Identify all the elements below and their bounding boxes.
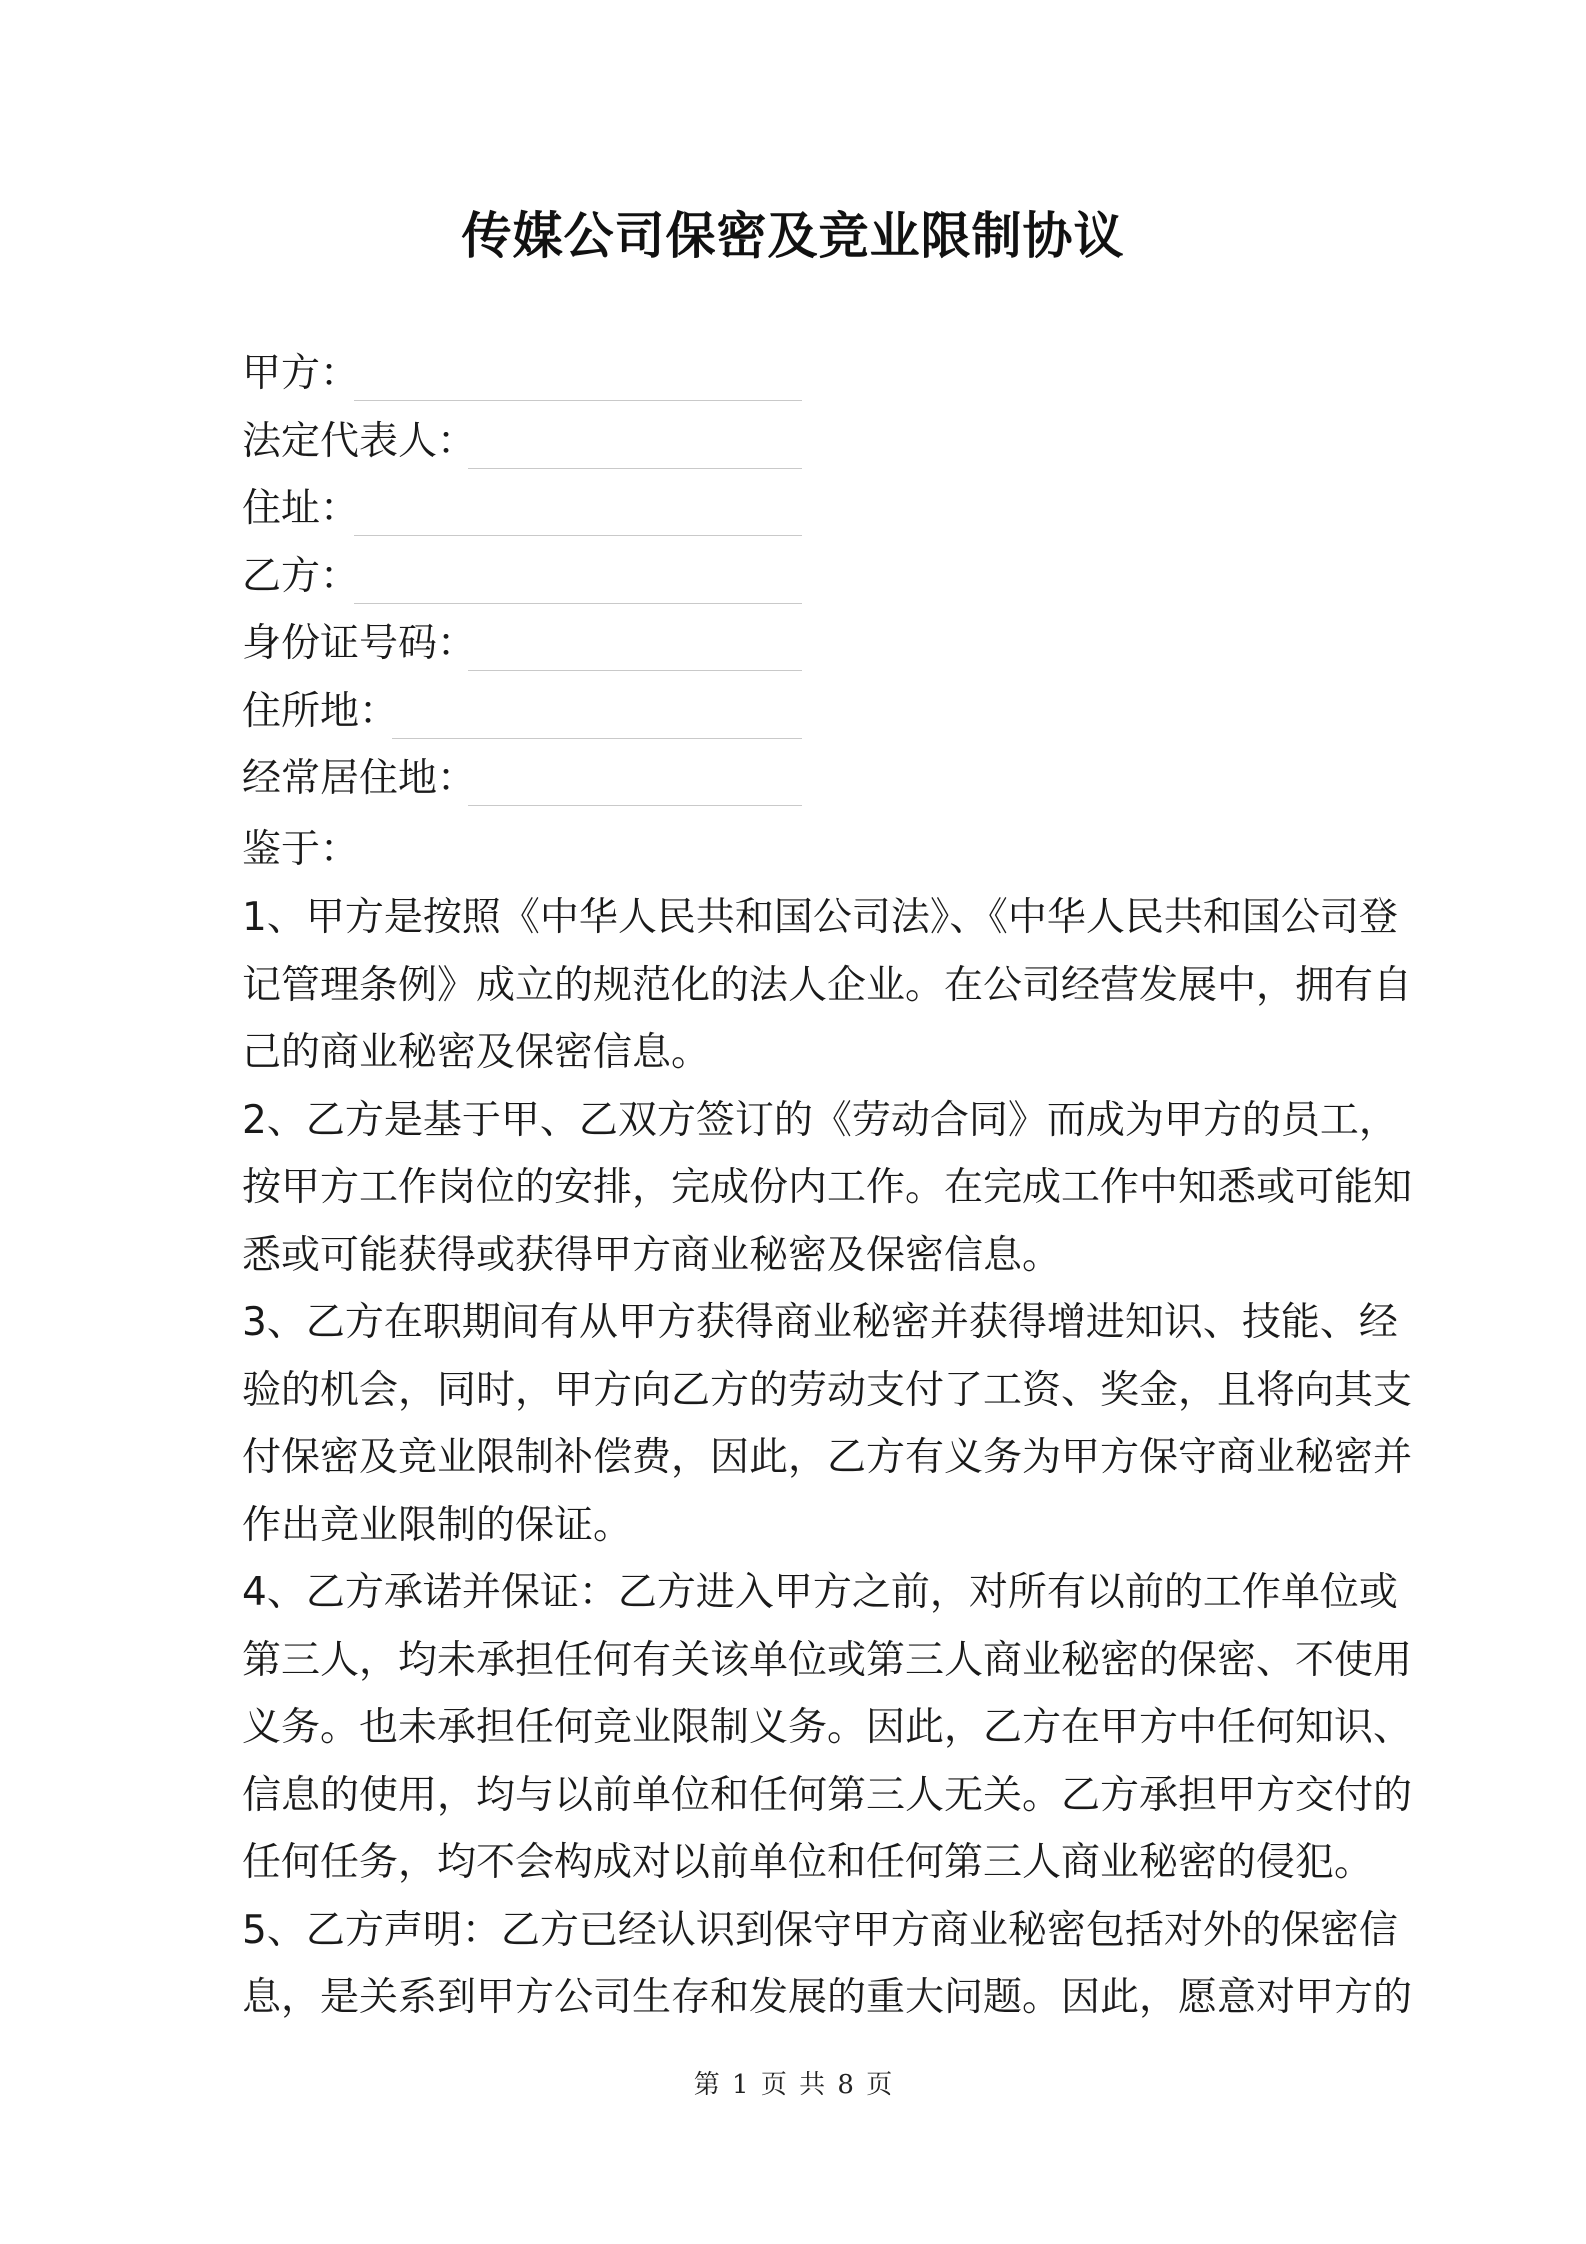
blank-line-party-a[interactable] — [354, 400, 802, 401]
clause-2 — [242, 1087, 1413, 1290]
blank-line-domicile[interactable] — [392, 738, 802, 739]
field-label: 住址： — [242, 486, 360, 531]
clause-line: 记管理条例》成立的规范化的法人企业。在公司经营发展中，拥有自 — [242, 962, 1413, 1008]
clause-line: 3、乙方在职期间有从甲方获得商业秘密并获得增进知识、技能、经 — [242, 1300, 1398, 1345]
whereas-clauses — [242, 884, 1413, 2032]
clause-line: 悉或可能获得或获得甲方商业秘密及保密信息。 — [242, 1232, 1062, 1278]
clause-line: 1、甲方是按照《中华人民共和国公司法》、《中华人民共和国公司登 — [242, 895, 1398, 940]
clause-line: 作出竞业限制的保证。 — [242, 1502, 633, 1548]
blank-line-habitual-residence[interactable] — [468, 805, 802, 806]
field-label: 法定代表人： — [242, 418, 477, 464]
party-info-fields — [242, 340, 1362, 813]
field-label: 甲方： — [242, 351, 360, 396]
whereas-heading: 鉴于： — [242, 827, 360, 872]
clause-line: 5、乙方声明：乙方已经认识到保守甲方商业秘密包括对外的保密信 — [242, 1907, 1398, 1953]
clause-5 — [242, 1897, 1413, 2032]
field-label: 经常居住地： — [242, 756, 477, 801]
field-label: 身份证号码： — [242, 621, 477, 666]
field-habitual-residence — [242, 745, 1362, 813]
page-number-footer: 第 1 页 共 8 页 — [693, 2070, 893, 2100]
clause-line: 验的机会，同时，甲方向乙方的劳动支付了工资、奖金，且将向其支 — [242, 1367, 1413, 1413]
blank-line-party-b[interactable] — [354, 603, 802, 604]
document-title: 传媒公司保密及竞业限制协议 — [461, 207, 1125, 265]
clause-3 — [242, 1289, 1413, 1559]
clause-line: 4、乙方承诺并保证：乙方进入甲方之前，对所有以前的工作单位或 — [242, 1570, 1398, 1615]
field-domicile — [242, 678, 1362, 746]
clause-line: 信息的使用，均与以前单位和任何第三人无关。乙方承担甲方交付的 — [242, 1772, 1413, 1818]
clause-line: 第三人，均未承担任何有关该单位或第三人商业秘密的保密、不使用 — [242, 1637, 1413, 1683]
clause-line: 按甲方工作岗位的安排，完成份内工作。在完成工作中知悉或可能知 — [242, 1165, 1413, 1210]
field-address — [242, 475, 1362, 543]
blank-line-legal-representative[interactable] — [468, 468, 802, 469]
clause-line: 己的商业秘密及保密信息。 — [242, 1030, 711, 1075]
field-label: 住所地： — [242, 688, 399, 734]
clause-1 — [242, 884, 1413, 1087]
field-label: 乙方： — [242, 553, 360, 599]
field-party-b — [242, 543, 1362, 611]
clause-line: 息，是关系到甲方公司生存和发展的重大问题。因此，愿意对甲方的 — [242, 1975, 1413, 2020]
field-id-number — [242, 610, 1362, 678]
blank-line-id-number[interactable] — [468, 670, 802, 671]
clause-line: 义务。也未承担任何竞业限制义务。因此，乙方在甲方中任何知识、 — [242, 1705, 1413, 1750]
clause-4 — [242, 1559, 1413, 1897]
clause-line: 任何任务，均不会构成对以前单位和任何第三人商业秘密的侵犯。 — [242, 1840, 1374, 1885]
field-party-a — [242, 340, 1362, 408]
blank-line-address[interactable] — [354, 535, 802, 536]
clause-line: 付保密及竞业限制补偿费，因此，乙方有义务为甲方保守商业秘密并 — [242, 1435, 1413, 1480]
field-legal-representative — [242, 408, 1362, 476]
clause-line: 2、乙方是基于甲、乙双方签订的《劳动合同》而成为甲方的员工， — [242, 1097, 1398, 1143]
